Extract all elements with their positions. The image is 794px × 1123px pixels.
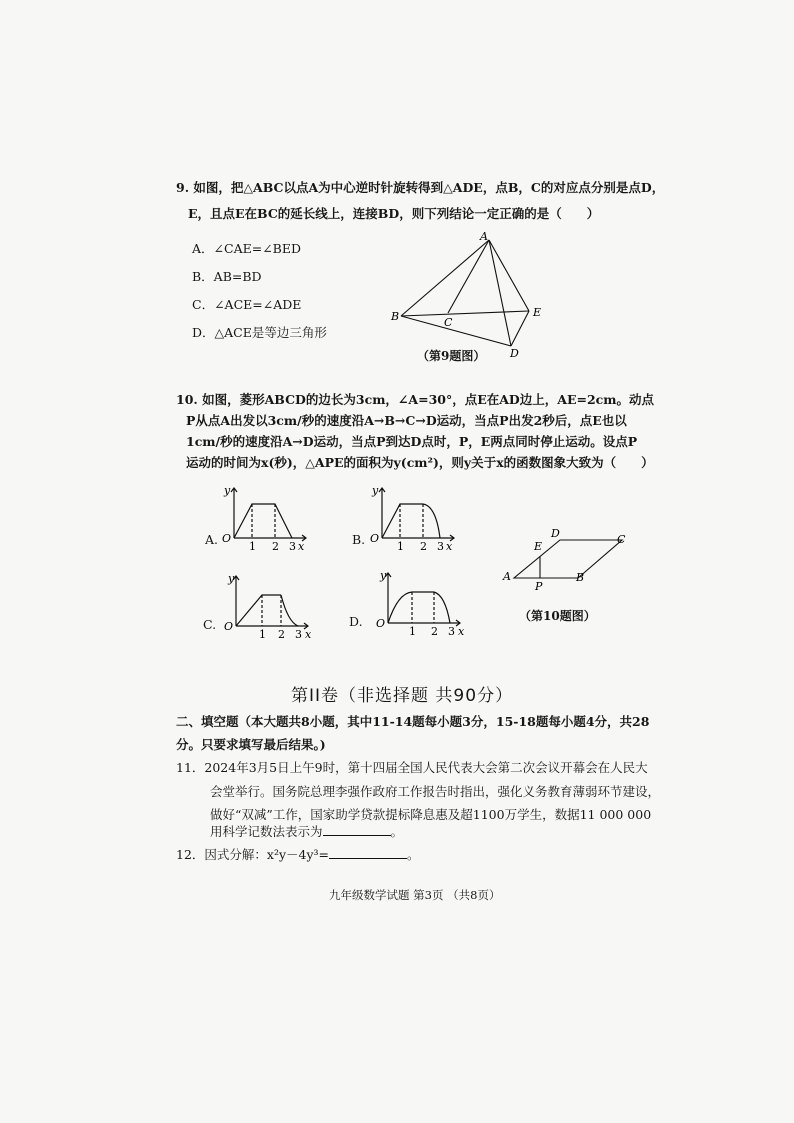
tick-2: 2 <box>431 625 438 638</box>
q10-graph-d <box>372 567 472 639</box>
q11-line-4-suffix: 。 <box>390 824 404 839</box>
q9-line-1: 9. 如图，把△ABC以点A为中心逆时针旋转得到△ADE，点B，C的对应点分别是点D， <box>176 180 665 195</box>
axis-origin: O <box>222 532 232 545</box>
q9-figure-caption: （第9题图） <box>417 349 486 363</box>
tick-1: 1 <box>397 540 404 553</box>
tick-3: 3 <box>289 540 296 553</box>
q9-label-c: C <box>444 316 453 329</box>
q10-option-a-letter: A. <box>205 532 219 547</box>
tick-2: 2 <box>278 628 285 641</box>
q10-label-p: P <box>535 580 543 593</box>
axis-x: x <box>446 540 453 553</box>
q12-line <box>176 846 420 862</box>
q9-option-d: D．△ACE是等边三角形 <box>192 325 327 340</box>
q9-label-e: E <box>533 306 542 319</box>
q9-line-2: E，且点E在BC的延长线上，连接BD，则下列结论一定正确的是（ ） <box>188 206 600 221</box>
axis-y: y <box>224 484 231 497</box>
q11-line-2: 会堂举行。国务院总理李强作政府工作报告时指出，强化义务教育薄弱环节建设， <box>210 784 661 799</box>
q9-option-c: C．∠ACE=∠ADE <box>192 297 302 312</box>
q10-label-c: C <box>617 533 626 546</box>
tick-3: 3 <box>448 625 455 638</box>
q12-prefix: 12．因式分解：x²y－4y³= <box>176 847 330 862</box>
q9-label-b: B <box>391 310 400 323</box>
q10-label-b: B <box>576 571 585 584</box>
axis-origin: O <box>370 532 380 545</box>
section-title: 第II卷（非选择题 共90分） <box>291 686 514 706</box>
q10-label-a: A <box>503 570 511 583</box>
q9-label-d: D <box>510 347 519 360</box>
q11-line-3: 做好“双减”工作，国家助学贷款提标降息惠及超1100万学生，数据11 000 000 <box>210 807 652 822</box>
q12-suffix: 。 <box>407 847 420 862</box>
tick-2: 2 <box>272 540 279 553</box>
axis-origin: O <box>376 617 386 630</box>
tick-1: 1 <box>259 628 266 641</box>
tick-3: 3 <box>437 540 444 553</box>
q10-label-e: E <box>534 540 543 553</box>
axis-y: y <box>372 484 379 497</box>
q12-answer-blank[interactable] <box>329 846 407 859</box>
tick-3: 3 <box>295 628 302 641</box>
q10-figure-caption: （第10题图） <box>519 609 596 623</box>
axis-y: y <box>380 569 387 582</box>
tick-1: 1 <box>249 540 256 553</box>
q11-line-4 <box>210 823 403 839</box>
q10-line-2: P从点A出发以3cm/秒的速度沿A→B→C→D运动，当点P出发2秒后，点E也以 <box>186 413 627 428</box>
section-heading-line-1: 二、填空题（本大题共8小题，其中11-14题每小题3分，15-18题每小题4分，共28 <box>176 714 650 729</box>
q11-line-4-prefix: 用科学记数法表示为 <box>210 824 323 839</box>
q9-option-b: B．AB=BD <box>192 269 262 284</box>
section-heading-line-2: 分。只要求填写最后结果。) <box>176 737 326 752</box>
q10-option-c-letter: C. <box>203 617 217 632</box>
q10-line-3: 1cm/秒的速度沿A→D运动，当点P到达D点时，P，E两点同时停止运动。设点P <box>186 434 638 449</box>
axis-x: x <box>298 540 305 553</box>
axis-y: y <box>228 572 235 585</box>
q10-graph-c <box>220 570 320 642</box>
q9-label-a: A <box>480 230 488 243</box>
q10-label-d: D <box>551 527 560 540</box>
tick-2: 2 <box>420 540 427 553</box>
q10-option-b-letter: B. <box>352 532 366 547</box>
axis-origin: O <box>224 620 234 633</box>
axis-x: x <box>305 628 312 641</box>
q10-line-4: 运动的时间为x(秒)，△APE的面积为y(cm²)，则y关于x的函数图象大致为（ ） <box>186 455 654 470</box>
q11-answer-blank[interactable] <box>323 823 391 836</box>
tick-1: 1 <box>409 625 416 638</box>
q10-line-1: 10. 如图，菱形ABCD的边长为3cm，∠A=30°，点E在AD边上，AE=2cm。动点 <box>176 392 655 407</box>
q10-graph-a <box>218 482 318 554</box>
q10-graph-b <box>366 482 466 554</box>
q11-line-1: 11．2024年3月5日上午9时，第十四届全国人民代表大会第二次会议开幕会在人民大 <box>176 760 648 775</box>
q10-option-d-letter: D. <box>349 614 363 629</box>
page-footer: 九年级数学试题 第3页 （共8页） <box>329 888 501 902</box>
axis-x: x <box>458 625 465 638</box>
q10-rhombus-figure <box>498 523 638 593</box>
q9-figure <box>385 228 555 363</box>
q9-option-a: A．∠CAE=∠BED <box>192 241 301 256</box>
